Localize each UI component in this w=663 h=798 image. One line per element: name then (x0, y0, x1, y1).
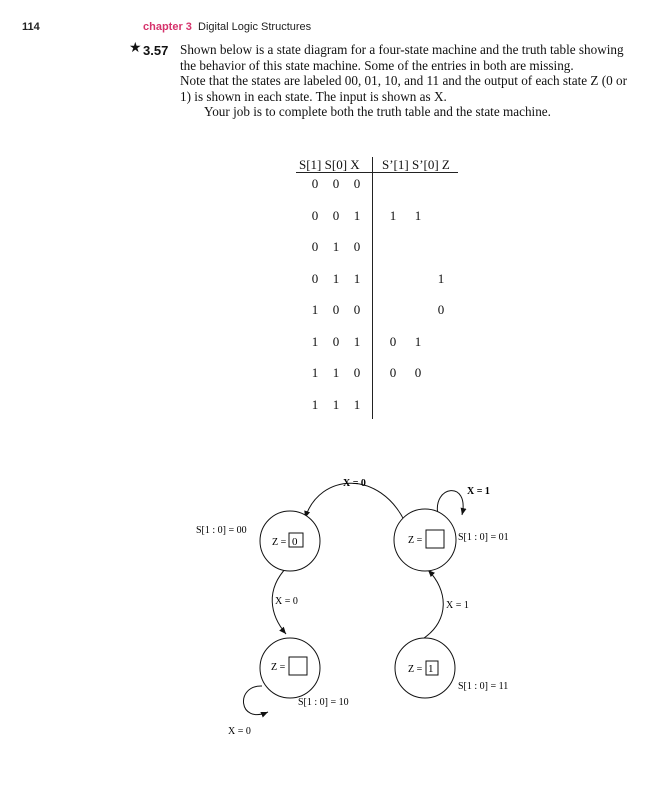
truth-table-cell-s1: 0 (311, 270, 319, 286)
truth-table-cell-x: 0 (353, 176, 361, 191)
transition-01-self-label: X = 1 (467, 486, 490, 497)
truth-table-cell-s1: 1 (311, 302, 319, 317)
state-10-label: S[1 : 0] = 10 (298, 697, 349, 708)
state-00-z-prefix: Z = (272, 537, 287, 548)
problem-paragraph: Your job is to complete both the truth table and the state machine. (204, 104, 551, 120)
truth-table-cell-ns1: 0 (389, 333, 397, 349)
state-01-label: S[1 : 0] = 01 (458, 532, 509, 543)
truth-table-cell-s1: 1 (311, 396, 319, 412)
page-number: 114 (22, 21, 40, 33)
truth-table-cell-x: 1 (353, 207, 361, 223)
truth-table-cell-x: 0 (353, 239, 361, 254)
truth-table-cell-s0: 1 (332, 365, 340, 380)
truth-table-cell-x: 1 (353, 270, 361, 286)
truth-table-cell-x: 1 (353, 396, 361, 412)
truth-table-cell-s1: 1 (311, 333, 319, 349)
transition-00-to-10-label: X = 0 (275, 596, 298, 607)
state-10-z-prefix: Z = (271, 662, 286, 673)
state-11-z-value: 1 (428, 663, 434, 675)
problem-number: 3.57 (143, 43, 169, 58)
truth-table-cell-s1: 1 (311, 365, 319, 380)
state-01-circle (394, 509, 456, 571)
state-10-z-box (289, 657, 307, 675)
truth-table-cell-ns1: 0 (389, 365, 397, 380)
star-icon: ★ (129, 41, 142, 56)
state-01-z-box (426, 530, 444, 548)
state-11-label: S[1 : 0] = 11 (458, 681, 509, 692)
truth-table-cell-s0: 0 (332, 302, 340, 317)
chapter-title: Digital Logic Structures (198, 21, 312, 33)
truth-table-cell-ns0: 0 (414, 365, 422, 380)
truth-table-cell-s0: 0 (332, 176, 340, 191)
truth-table-cell-z: 0 (437, 302, 445, 317)
problem-paragraph: Note that the states are labeled 00, 01, 10, and 11 and the output of each state Z (0 or 1) is shown in each state. The input is shown as X. (180, 73, 628, 104)
state-01-z-prefix: Z = (408, 535, 423, 546)
transition-11-to-01 (424, 570, 443, 638)
truth-table-cell-s1: 0 (311, 207, 319, 223)
truth-table-cell-x: 1 (353, 333, 361, 349)
truth-table-cell-s0: 0 (332, 333, 340, 349)
truth-table-cell-s0: 1 (332, 239, 340, 254)
transition-01-self (437, 491, 463, 515)
transition-11-to-01-label: X = 1 (446, 600, 469, 611)
truth-table-cell-ns0: 1 (414, 207, 422, 223)
transition-10-self-label: X = 0 (228, 726, 251, 737)
state-00-label: S[1 : 0] = 00 (196, 525, 247, 536)
truth-table-cell-ns0: 1 (414, 333, 422, 349)
truth-table-cell-z: 1 (437, 270, 445, 286)
truth-table-cell-s1: 0 (311, 239, 319, 254)
truth-table-header-inputs: S[1] S[0] X (299, 157, 360, 172)
truth-table-cell-s0: 0 (332, 207, 340, 223)
state-11-circle (395, 638, 455, 698)
truth-table-cell-s0: 1 (332, 270, 340, 286)
problem-paragraph: Shown below is a state diagram for a four-state machine and the truth table showing the behavior of this state machine. Some of the entries in both are missing. (180, 42, 624, 73)
chapter-label: chapter 3 (143, 21, 192, 33)
truth-table-cell-ns1: 1 (389, 207, 397, 223)
truth-table-cell-s1: 0 (311, 176, 319, 191)
state-11-z-prefix: Z = (408, 664, 423, 675)
truth-table-cell-s0: 1 (332, 396, 340, 412)
transition-10-self (243, 686, 268, 715)
truth-table-cell-x: 0 (353, 365, 361, 380)
truth-table-header-outputs: S’[1] S’[0] Z (382, 157, 450, 172)
truth-table-cell-x: 0 (353, 302, 361, 317)
state-00-z-value: 0 (292, 536, 298, 548)
transition-01-to-00-label: X = 0 (343, 478, 366, 489)
transition-01-to-00 (305, 483, 405, 522)
